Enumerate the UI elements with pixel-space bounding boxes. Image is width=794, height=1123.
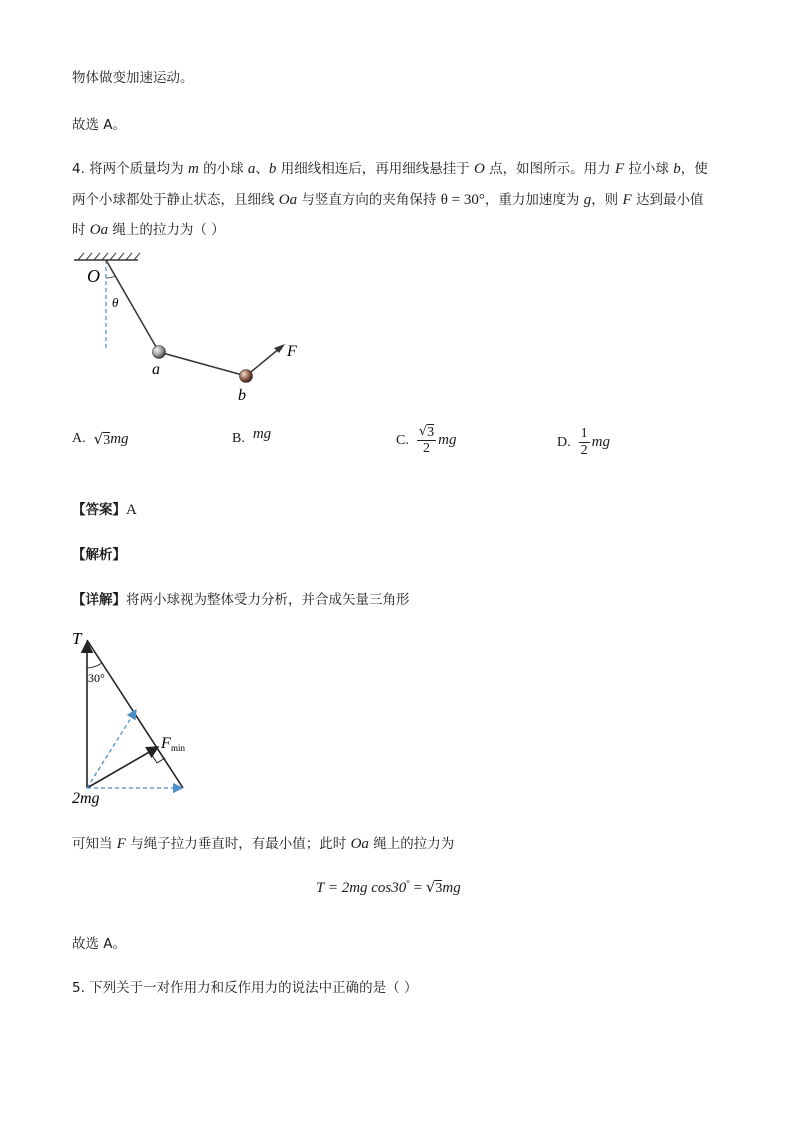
answer-value: A [126, 502, 137, 518]
tension-formula: T = 2mg cos30° = √ 3 mg [316, 878, 461, 896]
string-ab [159, 352, 246, 376]
answer-tag: 【答案】 [72, 502, 126, 518]
choose-answer-text: 故选 A。 [72, 117, 127, 133]
answer-line [72, 498, 137, 519]
question-4-line-3: 时 Oa 绳上的拉力为（ ） [72, 222, 225, 238]
label-b: b [238, 387, 246, 404]
vector-triangle-figure [66, 628, 206, 810]
option-c[interactable]: C. √ 3 2 mg [396, 424, 457, 456]
label-O: O [87, 266, 100, 286]
detail-conclusion: 可知当 F 与绳子拉力垂直时，有最小值；此时 Oa 绳上的拉力为 [72, 836, 455, 852]
ceiling-hatch [78, 253, 140, 260]
dashed-vector-diagonal [87, 710, 136, 788]
option-b[interactable]: B. mg [232, 426, 272, 446]
question-5-stem: 5. 下列关于一对作用力和反作用力的说法中正确的是（ ） [72, 980, 418, 996]
analysis-tag: 【解析】 [72, 547, 126, 563]
pendulum-figure [66, 252, 316, 407]
theta-arc [106, 276, 115, 278]
label-30-degrees: 30° [88, 671, 105, 685]
label-F-min: F [161, 735, 171, 752]
ball-a [153, 346, 166, 359]
label-2mg: 2mg [72, 790, 100, 807]
conclusion-text: 物体做变加速运动。 [72, 70, 194, 86]
question-4-line-1: 4. 将两个质量均为 m 的小球 a、b 用细线相连后，再用细线悬挂于 O 点，如图所示。用力 F 拉小球 b，使 [72, 161, 708, 177]
label-F: F [287, 343, 297, 360]
detail-text: 将两小球视为整体受力分析，并合成矢量三角形 [126, 592, 410, 608]
tension-T-line [87, 640, 183, 788]
question-4-line-2: 两个小球都处于静止状态，且细线 Oa 与竖直方向的夹角保持 θ = 30°，重力加速度为 g，则 F 达到最小值 [72, 192, 704, 208]
option-d[interactable]: D. $\frac{1}{2}$ mg [557, 426, 610, 458]
detail-choose-answer: 故选 A。 [72, 936, 127, 952]
detail-tag: 【详解】 [72, 592, 126, 608]
ball-b [240, 370, 253, 383]
angle-arc [87, 663, 102, 668]
detail-line [72, 588, 410, 608]
f-min-vector [87, 747, 158, 788]
label-a: a [152, 361, 160, 378]
label-T: T [72, 629, 82, 648]
label-min-subscript: min [171, 743, 186, 753]
option-a[interactable]: A. √ 3 mg [72, 430, 129, 448]
label-theta: θ [112, 295, 119, 310]
